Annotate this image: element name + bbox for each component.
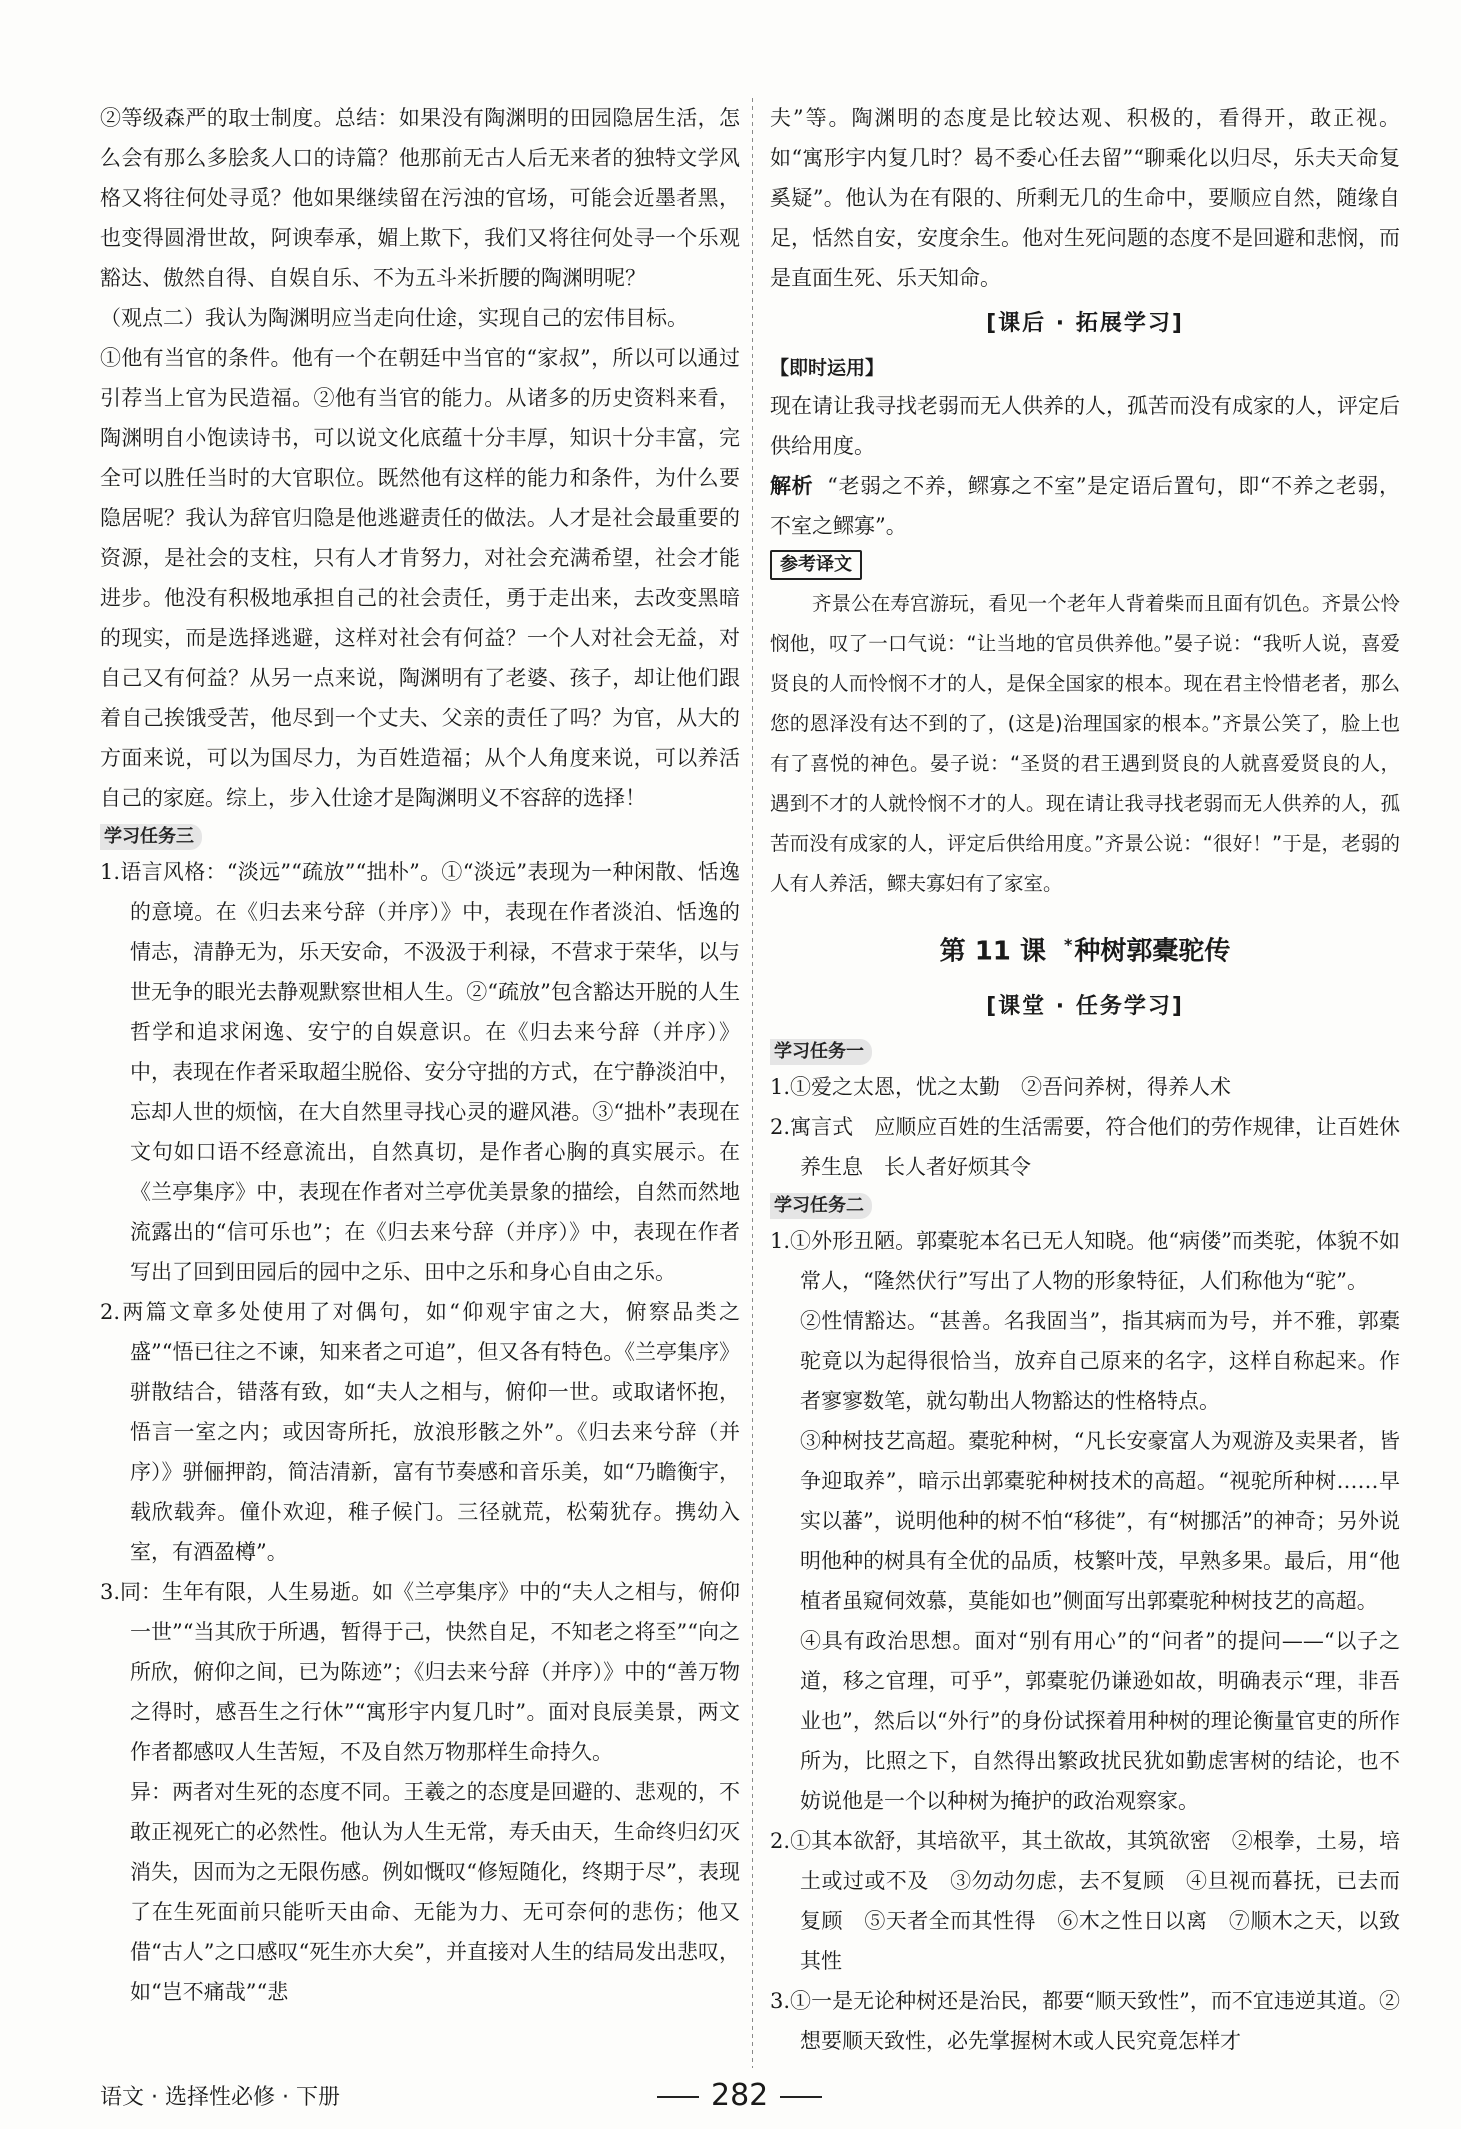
translation-text: 齐景公在寿宫游玩，看见一个老年人背着柴而且面有饥色。齐景公怜悯他，叹了一口气说：“让当地的官员供养他。”晏子说：“我听人说，喜爱贤良的人而怜悯不才的人，是保全国家的根本。现在君主怜惜老者，那么您的恩泽没有达不到的了，(这是)治理国家的根本。”齐景公笑了，脸上也有了喜悦的神色。晏子说：“圣贤的君王遇到贤良的人就喜爱贤良的人，遇到不才的人就怜悯不才的人。现在请让我寻找老弱而无人供养的人，孤苦而没有成家的人，评定后供给用度。”齐景公说：“很好！”于是，老弱的人有人养活，鳏夫寡妇有了家室。 (770, 592, 1400, 895)
left-column (100, 98, 740, 2012)
answer-item: 2.两篇文章多处使用了对偶句，如“仰观宇宙之大，俯察品类之盛”“悟已往之不谏，知来者之可追”，但又各有特色。《兰亭集序》骈散结合，错落有致，如“夫人之相与，俯仰一世。或取诸怀抱，悟言一室之内；或因寄所托，放浪形骸之外”。《归去来兮辞（并序）》骈俪押韵，简洁清新，富有节奏感和音乐美，如“乃瞻衡宇，载欣载奔。僮仆欢迎，稚子候门。三径就荒，松菊犹存。携幼入室，有酒盈樽”。 (100, 1300, 740, 1564)
answer-item: 1.①外形丑陋。郭橐驼本名已无人知晓。他“病偻”而类驼，体貌不如常人，“隆然伏行”写出了人物的形象特征，人们称他为“驼”。 (770, 1228, 1400, 1293)
page-footer (100, 2078, 1400, 2118)
lesson-name: 种树郭橐驼传 (1074, 936, 1231, 967)
task-tag-1: 学习任务一 (770, 1039, 872, 1065)
analysis-label: 解析 (770, 474, 814, 498)
page-number-wrap (645, 2072, 834, 2120)
apply-label: 【即时运用】 (770, 357, 885, 379)
answer-item: 3.①一是无论种树还是治民，都要“顺天致性”，而不宜违逆其道。②想要顺天致性，必先掌握树木或人民究竟怎样才 (770, 1988, 1400, 2053)
answer-item: 2.①其本欲舒，其培欲平，其土欲故，其筑欲密 ②根拳，土易，培土或过或不及 ③勿动勿虑，去不复顾 ④旦视而暮抚，已去而复顾 ⑤天者全而其性得 ⑥木之性日以离 ⑦顺木之天，以致其性 (770, 1828, 1400, 1973)
answer-item: ④具有政治思想。面对“别有用心”的“问者”的提问——“以子之道，移之官理，可乎”，郭橐驼仍谦逊如故，明确表示“理，非吾业也”，然后以“外行”的身份试探着用种树的理论衡量官吏的所作所为，比照之下，自然得出繁政扰民犹如勤虑害树的结论，也不妨说他是一个以种树为掩护的政治观察家。 (800, 1628, 1400, 1813)
lesson-title (770, 916, 1400, 981)
paragraph: 夫”等。陶渊明的态度是比较达观、积极的，看得开，敢正视。如“寓形宇内复几时？曷不委心任去留”“聊乘化以归尽，乐夫天命复奚疑”。他认为在有限的、所剩无几的生命中，要顺应自然，随缘自足，恬然自安，安度余生。他对生死问题的态度不是回避和悲悯，而是直面生死、乐天知命。 (770, 106, 1400, 290)
paragraph: （观点二）我认为陶渊明应当走向仕途，实现自己的宏伟目标。 (100, 306, 688, 330)
book-title: 语文 · 选择性必修 · 下册 (100, 2085, 340, 2110)
right-column (770, 98, 1400, 2061)
answer-item: 异：两者对生死的态度不同。王羲之的态度是回避的、悲观的，不敢正视死亡的必然性。他认为人生无常，寿夭由天，生命终归幻灭消失，因而为之无限伤感。例如慨叹“修短随化，终期于尽”，表现了在生死面前只能听天由命、无能为力、无可奈何的悲伤；他又借“古人”之口感叹“死生亦大矣”，并直接对人生的结局发出悲叹，如“岂不痛哉”“悲 (130, 1780, 740, 2004)
translation-label: 参考译文 (770, 550, 862, 580)
section-heading-in-class: [课堂 · 任务学习] (986, 993, 1184, 1019)
answer-item: ③种树技艺高超。橐驼种树，“凡长安豪富人为观游及卖果者，皆争迎取养”，暗示出郭橐驼种树技术的高超。“视驼所种树……早实以蕃”，说明他种的树不怕“移徙”，有“树挪活”的神奇；另外说明他种的树具有全优的品质，枝繁叶茂，早熟多果。最后，用“他植者虽窥伺效慕，莫能如也”侧面写出郭橐驼种树技艺的高超。 (800, 1428, 1400, 1613)
lesson-number: 第 11 课 (939, 936, 1046, 967)
analysis (770, 466, 1400, 546)
task-tag-3: 学习任务三 (100, 824, 202, 850)
answer-item: 1.语言风格：“淡远”“疏放”“拙朴”。①“淡远”表现为一种闲散、恬逸的意境。在《归去来兮辞（并序）》中，表现在作者淡泊、恬逸的情志，清静无为，乐天安命，不汲汲于利禄，不营求于荣华，以与世无争的眼光去静观默察世相人生。②“疏放”包含豁达开脱的人生哲学和追求闲逸、安宁的自娱意识。在《归去来兮辞（并序）》中，表现在作者采取超尘脱俗、安分守拙的方式，在宁静淡泊中，忘却人世的烦恼，在大自然里寻找心灵的避风港。③“拙朴”表现在文句如口语不经意流出，自然真切，是作者心胸的真实展示。在《兰亭集序》中，表现在作者对兰亭优美景象的描绘，自然而然地流露出的“信可乐也”；在《归去来兮辞（并序）》中，表现在作者写出了回到田园后的园中之乐、田中之乐和身心自由之乐。 (100, 860, 740, 1284)
paragraph: ①他有当官的条件。他有一个在朝廷中当官的“家叔”，所以可以通过引荐当上官为民造福。②他有当官的能力。从诸多的历史资料来看，陶渊明自小饱读诗书，可以说文化底蕴十分丰厚，知识十分丰富，完全可以胜任当时的大官职位。既然他有这样的能力和条件，为什么要隐居呢？我认为辞官归隐是他逃避责任的做法。人才是社会最重要的资源，是社会的支柱，只有人才肯努力，对社会充满希望，社会才能进步。他没有积极地承担自己的社会责任，勇于走出来，去改变黑暗的现实，而是选择逃避，这样对社会有何益？一个人对社会无益，对自己又有何益？从另一点来说，陶渊明有了老婆、孩子，却让他们跟着自己挨饿受苦，他尽到一个丈夫、父亲的责任了吗？为官，从大的方面来说，可以为国尽力，为百姓造福；从个人角度来说，可以养活自己的家庭。综上，步入仕途才是陶渊明义不容辞的选择！ (100, 346, 740, 810)
paragraph: ②等级森严的取士制度。总结：如果没有陶渊明的田园隐居生活，怎么会有那么多脍炙人口的诗篇？他那前无古人后无来者的独特文学风格又将往何处寻觅？他如果继续留在污浊的官场，可能会近墨者黑，也变得圆滑世故，阿谀奉承，媚上欺下，我们又将往何处寻一个乐观豁达、傲然自得、自娱自乐、不为五斗米折腰的陶渊明呢？ (100, 106, 740, 290)
apply-text: 现在请让我寻找老弱而无人供养的人，孤苦而没有成家的人，评定后供给用度。 (770, 394, 1400, 458)
task-tag-2: 学习任务二 (770, 1193, 872, 1219)
column-divider (752, 98, 753, 2068)
answer-item: 2.寓言式 应顺应百姓的生活需要，符合他们的劳作规律，让百姓休养生息 长人者好烦其令 (770, 1114, 1400, 1179)
answer-item: 1.①爱之太恩，忧之太勤 ②吾问养树，得养人术 (770, 1074, 1232, 1099)
section-heading-after-class: [课后 · 拓展学习] (986, 311, 1184, 336)
analysis-text: “老弱之不养，鳏寡之不室”是定语后置句，即“不养之老弱，不室之鳏寡”。 (770, 474, 1401, 538)
answer-item: 3.同：生年有限，人生易逝。如《兰亭集序》中的“夫人之相与，俯仰一世”“当其欣于所遇，暂得于己，快然自足，不知老之将至”“向之所欣，俯仰之间，已为陈迹”；《归去来兮辞（并序）》中的“善万物之得时，感吾生之行休”“寓形宇内复几时”。面对良辰美景，两文作者都感叹人生苦短，不及自然万物那样生命持久。 (100, 1580, 740, 1764)
page-number: 282 (711, 2078, 769, 2113)
lesson-star: * (1063, 935, 1073, 954)
answer-item: ②性情豁达。“甚善。名我固当”，指其病而为号，并不雅，郭橐驼竟以为起得很恰当，放弃自己原来的名字，这样自称起来。作者寥寥数笔，就勾勒出人物豁达的性格特点。 (800, 1308, 1400, 1413)
